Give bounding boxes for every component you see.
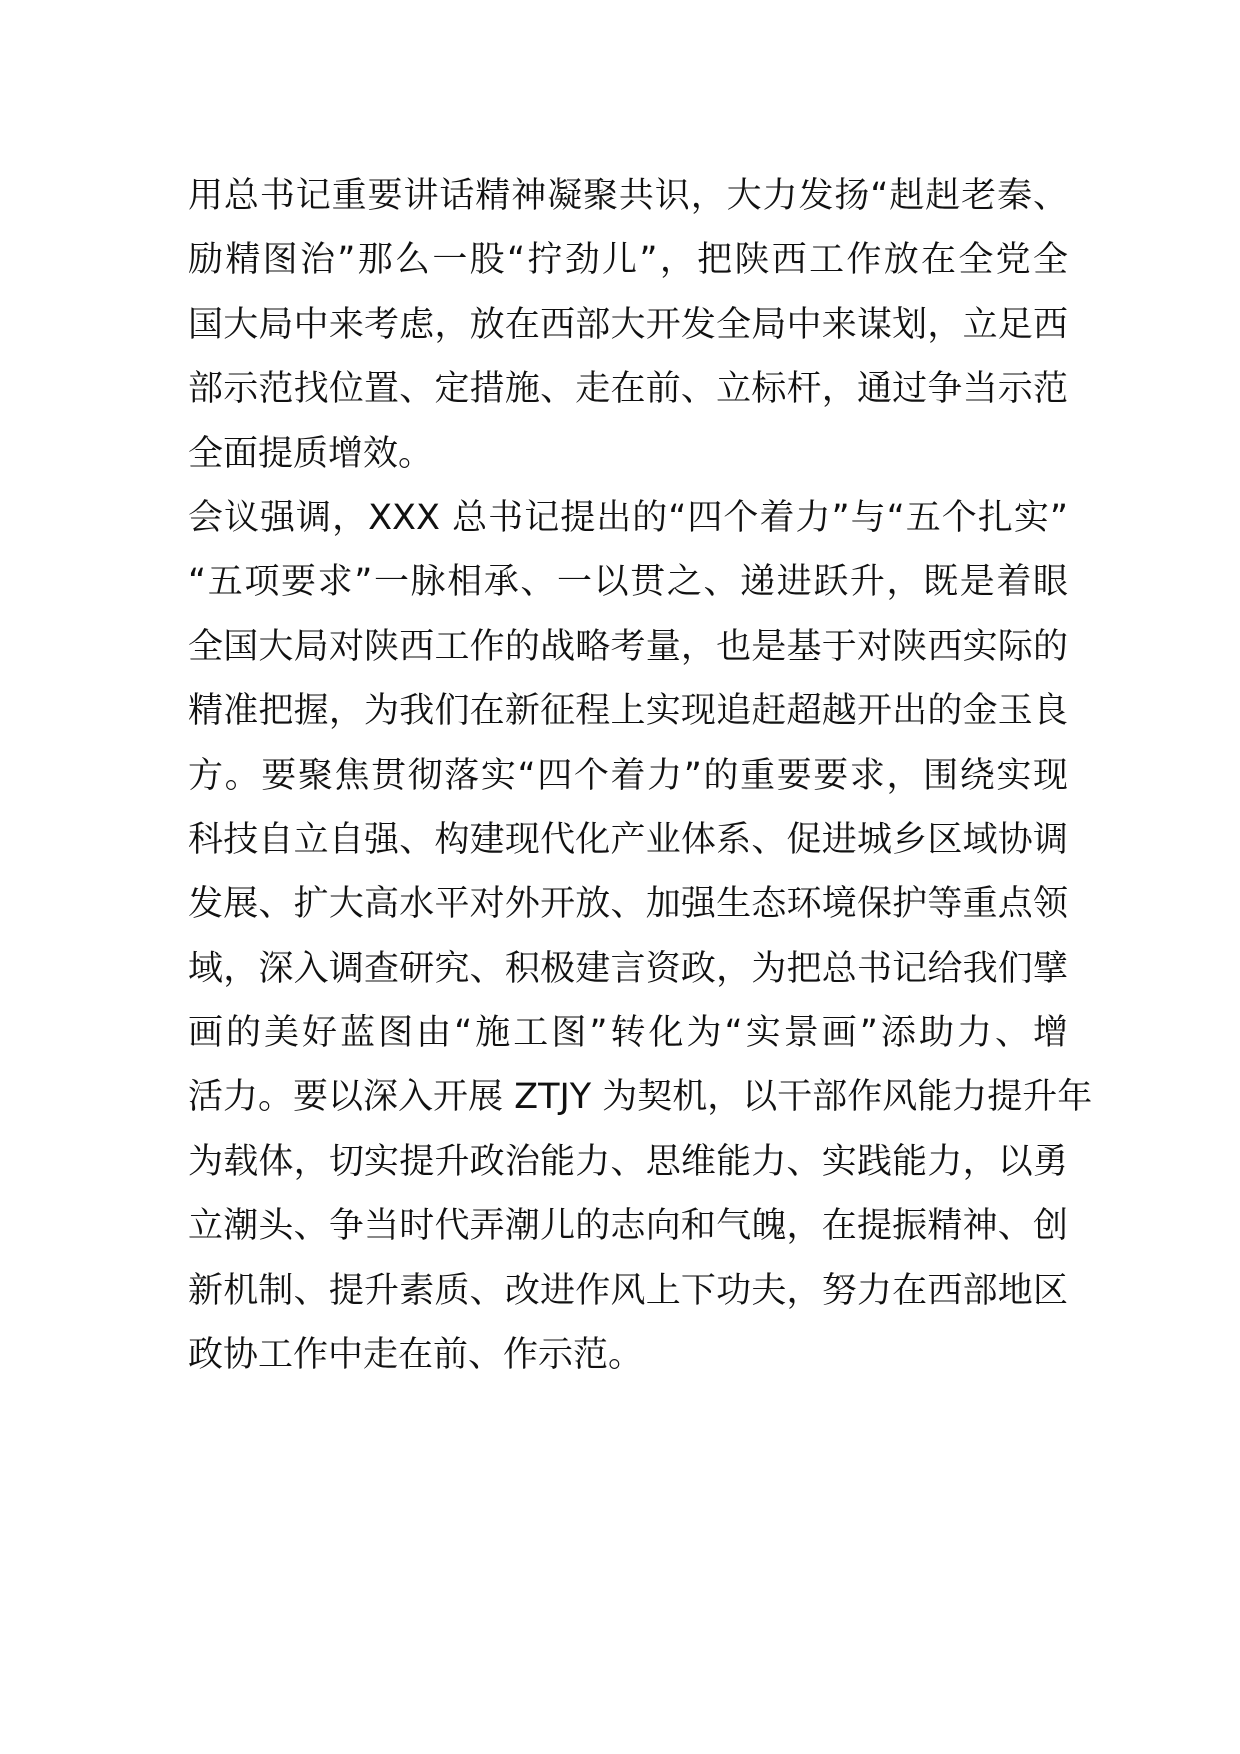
text-line: 新机制、提升素质、改进作风上下功夫，努力在西部地区 [188, 1270, 1068, 1311]
text-line: 为载体，切实提升政治能力、思维能力、实践能力，以勇 [188, 1141, 1068, 1182]
text-line: 全国大局对陕西工作的战略考量，也是基于对陕西实际的 [188, 626, 1068, 667]
text-line: 方。要聚焦贯彻落实“四个着力”的重要要求，围绕实现 [188, 755, 1068, 796]
text-line: 励精图治”那么一股“拧劲儿”，把陕西工作放在全党全 [188, 240, 1068, 281]
text-line: 画的美好蓝图由“施工图”转化为“实景画”添助力、增 [188, 1013, 1068, 1054]
text-line: 精准把握，为我们在新征程上实现追赶超越开出的金玉良 [188, 691, 1068, 732]
text-line: 活力。要以深入开展 ZTJY 为契机，以干部作风能力提升年 [188, 1077, 1093, 1118]
text-line: “五项要求”一脉相承、一以贯之、递进跃升，既是着眼 [188, 562, 1068, 603]
text-line: 全面提质增效。 [188, 433, 434, 474]
text-line: 会议强调，XXX 总书记提出的“四个着力”与“五个扎实” [188, 497, 1068, 538]
body-text [188, 164, 1093, 1387]
text-line: 国大局中来考虑，放在西部大开发全局中来谋划，立足西 [188, 304, 1068, 345]
text-line: 政协工作中走在前、作示范。 [188, 1335, 644, 1376]
text-line: 发展、扩大高水平对外开放、加强生态环境保护等重点领 [188, 884, 1068, 925]
text-line: 立潮头、争当时代弄潮儿的志向和气魄，在提振精神、创 [188, 1206, 1068, 1247]
text-line: 用总书记重要讲话精神凝聚共识，大力发扬“赳赳老秦、 [188, 176, 1068, 216]
text-line: 部示范找位置、定措施、走在前、立标杆，通过争当示范 [188, 369, 1068, 410]
text-line: 域，深入调查研究、积极建言资政，为把总书记给我们擘 [188, 948, 1068, 989]
text-line: 科技自立自强、构建现代化产业体系、促进城乡区域协调 [188, 819, 1068, 860]
